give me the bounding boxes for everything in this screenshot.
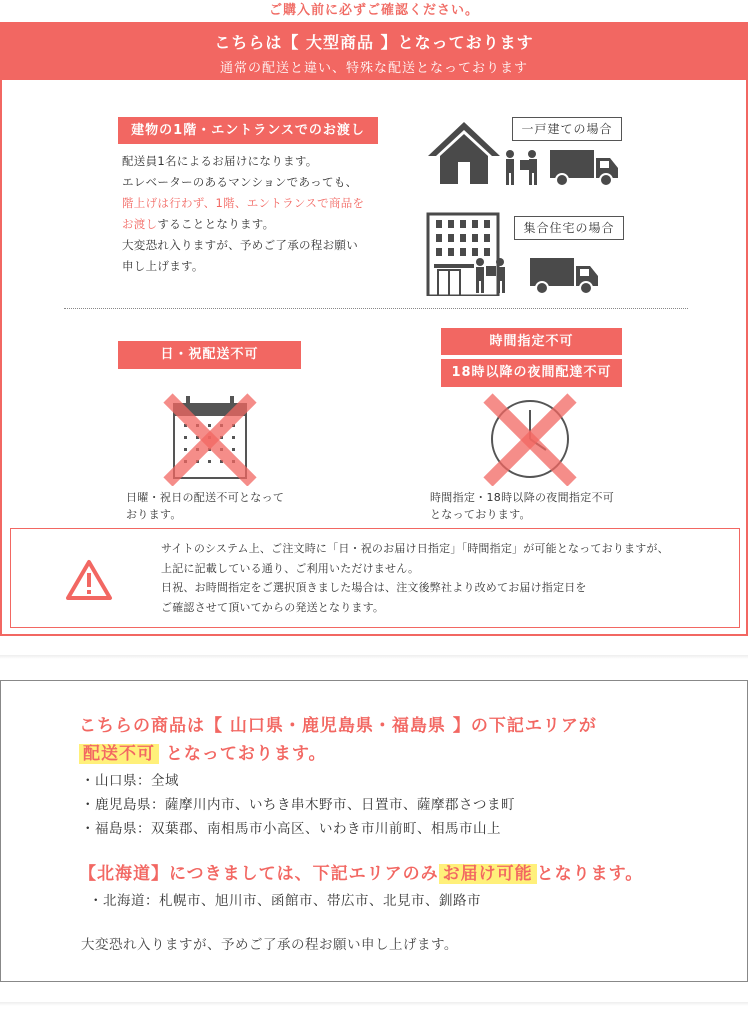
delivery-line-6: 申し上げます。 [122, 259, 204, 273]
warning-box [10, 528, 740, 628]
holiday-text [126, 489, 284, 523]
delivery-line-4 [122, 214, 412, 235]
delivery-line-1: 配送員1名によるお届けになります。 [122, 154, 318, 168]
area-heading-2-rest: となっております。 [165, 744, 327, 764]
list-item: ・山口県：全域 [81, 773, 179, 789]
apartment-label: 集合住宅の場合 [514, 216, 624, 240]
truck-icon-2 [528, 256, 600, 296]
restricted-area-list [81, 769, 515, 841]
delivery-line-3: 階上げは行わず、1階、エントランスで商品を [122, 196, 365, 210]
time-tag: 時間指定不可 [441, 328, 622, 355]
warning-text [161, 539, 669, 617]
warning-line-2: 上記に記載している通り、ご利用いただけません。 [161, 561, 420, 575]
time-text [430, 489, 614, 523]
delivery-text [122, 151, 412, 277]
section-divider [64, 308, 688, 309]
apology-text: 大変恐れ入りますが、予めご了承の程お願い申し上げます。 [81, 937, 458, 953]
delivery-line-2: エレベーターのあるマンションであっても、 [122, 175, 358, 189]
area-restriction-panel [0, 680, 748, 982]
delivery-person-icon [502, 148, 540, 186]
house-label: 一戸建ての場合 [512, 117, 622, 141]
delivery-info-panel [0, 80, 748, 636]
night-tag: 18時以降の夜間配達不可 [441, 359, 622, 387]
banner-title: こちらは【 大型商品 】となっております [214, 33, 534, 52]
holiday-tag: 日・祝配送不可 [118, 341, 301, 369]
undeliverable-marker: 配送不可 [79, 744, 159, 764]
truck-icon [548, 148, 620, 188]
top-notice: ご購入前に必ずご確認ください。 [0, 0, 748, 22]
list-item: ・福島県：双葉郡、南相馬市小高区、いわき市川前町、相馬市山上 [81, 821, 501, 837]
deliverable-marker: お届け可能 [439, 864, 537, 884]
area-heading: こちらの商品は【 山口県・鹿児島県・福島県 】の下記エリアが [79, 716, 597, 736]
delivery-line-5: 大変恐れ入りますが、予めご了承の程お願い [122, 238, 358, 252]
holiday-line-1: 日曜・祝日の配送不可となって [126, 491, 285, 504]
time-line-1: 時間指定・18時以降の夜間指定不可 [430, 491, 615, 504]
divider-shadow-bottom [0, 1002, 748, 1006]
warning-line-3: 日祝、お時間指定をご選択頂きました場合は、注文後弊社より改めてお届け指定日を [161, 581, 587, 594]
list-item: ・北海道：札幌市、旭川市、函館市、帯広市、北見市、釧路市 [89, 893, 481, 909]
area-heading-2 [79, 739, 327, 764]
hokkaido-heading-post: となります。 [536, 864, 644, 884]
banner-subtitle: 通常の配送と違い、特殊な配送となっております [219, 61, 528, 76]
warning-icon [65, 559, 113, 601]
warning-line-4: ご確認させて頂いてからの発送となります。 [161, 600, 385, 614]
list-item: ・鹿児島県：薩摩川内市、いちき串木野市、日置市、薩摩郡さつま町 [81, 797, 515, 813]
header-banner [0, 22, 748, 80]
delivery-tag: 建物の1階・エントランスでのお渡し [118, 117, 378, 144]
clock-icon [480, 392, 580, 486]
calendar-icon [160, 392, 260, 486]
divider-shadow [0, 655, 748, 659]
house-icon [426, 118, 502, 186]
hokkaido-list [89, 889, 481, 913]
hokkaido-heading-pre: 【北海道】につきましては、下記エリアのみ [79, 864, 439, 884]
delivery-line-4-rest: することとなります。 [157, 217, 275, 231]
hokkaido-heading [79, 859, 643, 884]
holiday-line-2: おります。 [126, 508, 182, 521]
delivery-person-icon-2 [472, 256, 508, 294]
time-line-2: となっております。 [430, 508, 531, 521]
delivery-line-4-highlight: お渡し [122, 217, 158, 231]
warning-line-1: サイトのシステム上、ご注文時に「日・祝のお届け日指定」「時間指定」が可能となっておりますが、 [161, 542, 669, 555]
